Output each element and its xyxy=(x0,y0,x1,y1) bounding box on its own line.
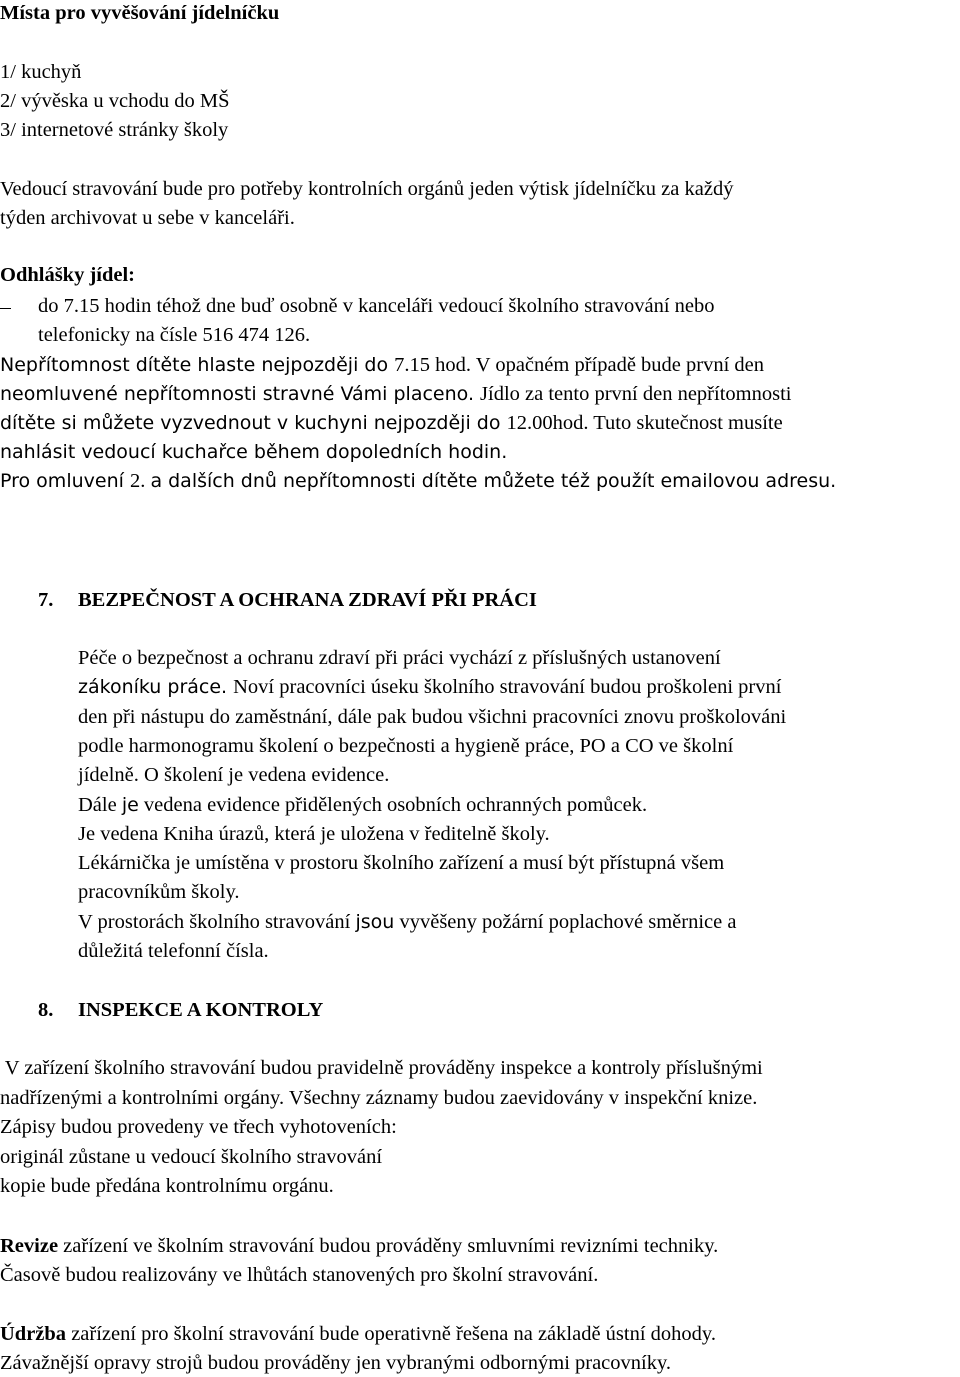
text-run: nahlásit vedoucí kuchařce během dopoledních hodin. xyxy=(0,441,508,463)
paragraph-line xyxy=(78,648,721,669)
text-run: Nepřítomnost dítěte hlaste nejpozději do xyxy=(0,354,395,376)
text-run: Péče o bezpečnost a ochranu zdraví při práci vychází z příslušných ustanovení xyxy=(78,647,721,669)
paragraph-line: Zápisy budou provedeny ve třech vyhotoveních: xyxy=(0,1116,397,1138)
text-run: zařízení pro školní stravování bude operativně řešena na základě ústní dohody. xyxy=(66,1323,716,1345)
text-run: den při nástupu do zaměstnání, dále pak budou všichni pracovníci znovu proškolováni xyxy=(78,706,787,728)
list-item: 2/ vývěska u vchodu do MŠ xyxy=(0,90,230,112)
text-run: Je vedena Kniha úrazů, která je uložena v ředitelně školy. xyxy=(78,823,550,845)
paragraph-line: kopie bude předána kontrolnímu orgánu. xyxy=(0,1175,334,1197)
text-run: Lékárnička je umístěna v prostoru školního zařízení a musí být přístupná všem xyxy=(78,852,725,874)
text-run: pracovníkům školy. xyxy=(78,881,240,903)
absence-line xyxy=(0,384,791,405)
text-run: 2. xyxy=(129,470,151,492)
text-run: vyvěšeny požární poplachové směrnice a xyxy=(394,911,737,933)
text-run: Noví pracovníci úseku školního stravování budou proškoleni první xyxy=(233,676,782,698)
paragraph-line: nadřízenými a kontrolními orgány. Všechny záznamy budou zaevidovány v inspekční knize. xyxy=(0,1087,758,1109)
bullet-line: telefonicky na čísle 516 474 126. xyxy=(38,324,311,346)
dash-bullet-icon xyxy=(0,308,11,309)
text-run: je xyxy=(121,794,139,816)
paragraph-line xyxy=(78,677,781,698)
text-run: jsou xyxy=(355,911,395,933)
paragraph-line xyxy=(78,824,550,845)
paragraph-line xyxy=(78,853,724,874)
text-run: Jídlo za tento první den nepřítomnosti xyxy=(480,383,792,405)
paragraph-line: Časově budou realizovány ve lhůtách stanovených pro školní stravování. xyxy=(0,1264,599,1286)
section-number-7: 7. xyxy=(38,589,54,611)
text-run: 12.00hod. Tuto skutečnost musíte xyxy=(506,412,783,434)
udrzba-line xyxy=(0,1324,716,1345)
absence-line xyxy=(0,355,764,376)
list-item: 1/ kuchyň xyxy=(0,61,82,83)
text-run: vedena evidence přidělených osobních ochranných pomůcek. xyxy=(138,794,648,816)
paragraph-line: V zařízení školního stravování budou pravidelně prováděny inspekce a kontroly příslušnými xyxy=(0,1057,763,1079)
text-run: zařízení ve školním stravování budou prováděny smluvními revizními techniky. xyxy=(58,1235,719,1257)
paragraph-line xyxy=(78,882,240,903)
udrzba-label: Údržba xyxy=(0,1323,67,1345)
text-run: Pro omluvení xyxy=(0,470,130,492)
paragraph-line xyxy=(78,765,389,786)
absence-line xyxy=(0,413,783,434)
paragraph-line xyxy=(78,736,733,757)
paragraph-line xyxy=(78,941,269,962)
text-run: Dále xyxy=(78,794,122,816)
paragraph-line xyxy=(78,707,786,728)
list-item: 3/ internetové stránky školy xyxy=(0,119,229,141)
text-run: podle harmonogramu školení o bezpečnosti a hygieně práce, PO a CO ve školní xyxy=(78,735,734,757)
text-run: neomluvené nepřítomnosti stravné Vámi placeno. xyxy=(0,383,481,405)
text-run: 7.15 hod. V opačném případě bude první den xyxy=(394,354,765,376)
paragraph-line: týden archivovat u sebe v kanceláři. xyxy=(0,207,295,229)
revize-line xyxy=(0,1236,718,1257)
paragraph-line: Závažnější opravy strojů budou prováděny jen vybranými odbornými pracovníky. xyxy=(0,1352,672,1374)
text-run: dítěte si můžete vyzvednout v kuchyni nejpozději do xyxy=(0,412,507,434)
paragraph-line: originál zůstane u vedoucí školního stravování xyxy=(0,1146,383,1168)
section-heading-7: BEZPEČNOST A OCHRANA ZDRAVÍ PŘI PRÁCI xyxy=(78,589,537,611)
text-run: důležitá telefonní čísla. xyxy=(78,940,269,962)
cancel-heading: Odhlášky jídel: xyxy=(0,264,135,286)
text-run: V prostorách školního stravování xyxy=(78,911,356,933)
revize-label: Revize xyxy=(0,1235,59,1257)
absence-line xyxy=(0,442,507,463)
section-title-menu-posting: Místa pro vyvěšování jídelníčku xyxy=(0,2,280,24)
section-number-8: 8. xyxy=(38,999,54,1021)
paragraph-line xyxy=(78,912,736,933)
text-run: jídelně. O školení je vedena evidence. xyxy=(78,764,390,786)
text-run: a dalších dnů nepřítomnosti dítěte můžete též použít emailovou adresu. xyxy=(150,470,837,492)
absence-line xyxy=(0,471,836,492)
paragraph-line: Vedoucí stravování bude pro potřeby kontrolních orgánů jeden výtisk jídelníčku za každý xyxy=(0,178,734,200)
section-heading-8: INSPEKCE A KONTROLY xyxy=(78,999,324,1021)
paragraph-line xyxy=(78,795,647,816)
bullet-line: do 7.15 hodin téhož dne buď osobně v kanceláři vedoucí školního stravování nebo xyxy=(38,295,715,317)
text-run: zákoníku práce. xyxy=(78,676,234,698)
